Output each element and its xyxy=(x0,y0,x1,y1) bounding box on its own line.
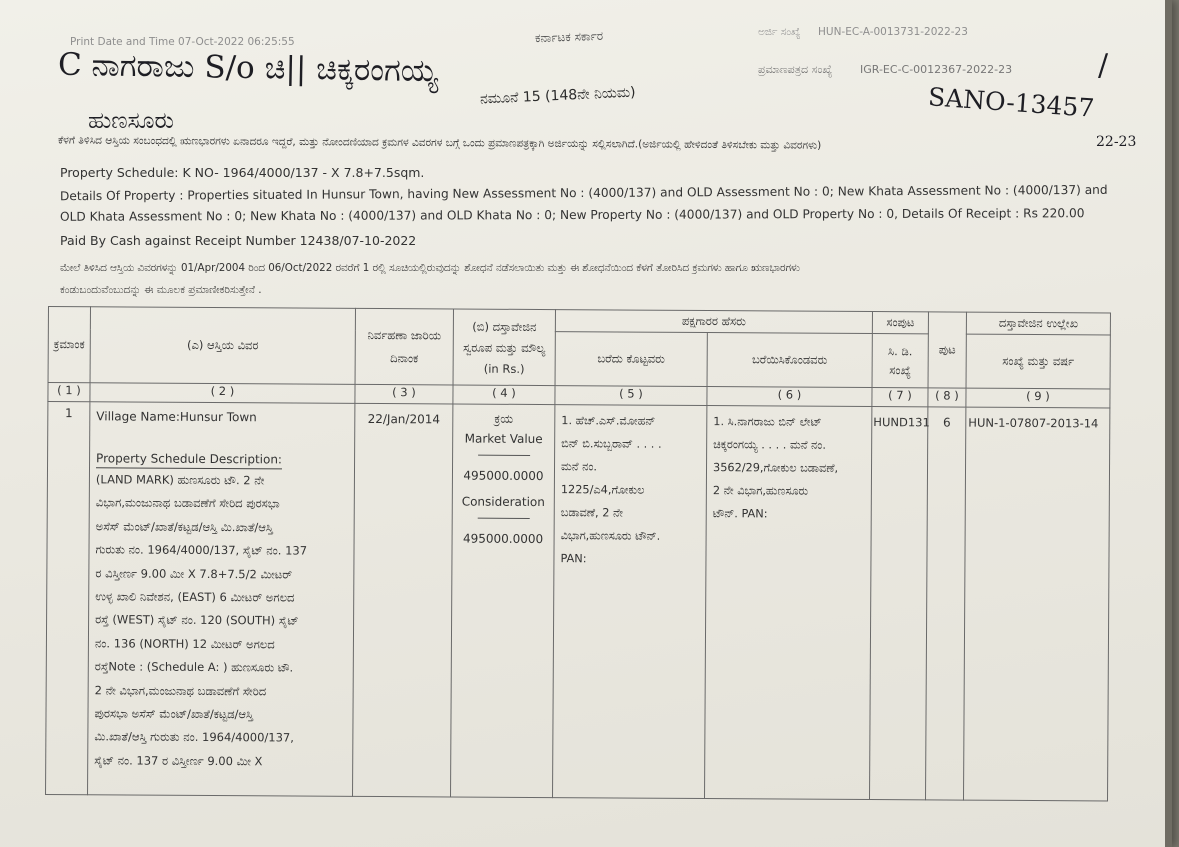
executant-line: ಮನೆ ನಂ. xyxy=(560,460,598,474)
consideration-value: 495000.0000 xyxy=(462,531,544,547)
form-name: ನಮೂನೆ 15 (148ನೇ ನಿಯಮ) xyxy=(479,84,636,108)
description-line: ವಿಭಾಗ,ಮಂಜುನಾಥ ಬಡಾವಣೆಗೆ ಸೇರಿದ ಪುರಸಭಾ xyxy=(95,495,280,511)
executant-line: 1. ಹೆಚ್.ಎಸ್.ಮೋಹನ್ xyxy=(561,414,656,428)
intro-paragraph: ಕೆಳಗೆ ತಿಳಿಸಿದ ಆಸ್ತಿಯ ಸಂಬಂಧದಲ್ಲಿ ಋಣಭಾರಗಳು ಏನಾದರೂ ಇದ್ದರೆ, ಮತ್ತು ನೋಂದಣಿಯಾದ ಕ್ರಮಗಳ ವಿವರಗಳ ಬಗ್ಗೆ ಒಂದು ಪ್ರಮಾಣಪತ್ರಕ್ಕಾಗಿ ಅರ್ಜಿಯನ್ನು ಸಲ್ಲಿಸಲಾಗಿದೆ.(ಅರ್ಜಿಯಲ್ಲಿ ಹೇಳಿದಂತೆ ತಿಳಿಸಬೇಕು ಮತ್ತು ವಿವರಗಳು) xyxy=(57,134,822,152)
row-claimant xyxy=(705,406,872,800)
ec-number: HUN-EC-A-0013731-2022-23 xyxy=(818,26,968,38)
row-property-description xyxy=(88,402,355,797)
row-executant xyxy=(553,405,707,799)
village-name: Village Name:Hunsur Town xyxy=(96,409,257,425)
consideration-label: Consideration xyxy=(461,494,545,510)
payment-details: Paid By Cash against Receipt Number 12438/07-10-2022 xyxy=(60,233,417,248)
column-number: ( 8 ) xyxy=(928,388,966,407)
handwritten-check-mark: / xyxy=(1098,48,1109,83)
description-line: ಸೈಟ್ ನಂ. 137 ರ ವಿಸ್ತೀರ್ಣ 9.00 ಮೀ X xyxy=(94,753,263,769)
executant-line: ವಿಭಾಗ,ಹುಣಸೂರು ಟೌನ್. xyxy=(560,529,661,543)
certificate-number: IGR-EC-C-0012367-2022-23 xyxy=(860,63,1013,76)
header-number-and-year: ಸಂಖ್ಯೆ ಮತ್ತು ವರ್ಷ xyxy=(966,334,1110,389)
handwritten-year: 22-23 xyxy=(1096,134,1137,150)
executant-line: ಬಿನ್ ಬಿ.ಸುಬ್ಬರಾವ್ . . . . xyxy=(561,437,662,451)
handwritten-sano-reference: SANO-13457 xyxy=(927,82,1096,123)
paper-edge-shadow xyxy=(1165,0,1172,847)
row-page: 6 xyxy=(926,407,966,800)
claimant-line: ಚಿಕ್ಕರಂಗಯ್ಯ . . . . ಮನೆ ನಂ. xyxy=(713,438,826,452)
description-line: ಪುರಸಭಾ ಅಸೆಸ್ ಮೆಂಟ್/ಖಾತೆ/ಕಟ್ಟಡ/ಆಸ್ತಿ xyxy=(94,706,254,722)
header-cd-number: ಸಿ. ಡಿ. ಸಂಖ್ಯೆ xyxy=(872,334,928,388)
executant-line: ಬಡಾವಣೆ, 2 ನೇ xyxy=(560,506,624,520)
property-details-line2: OLD Khata Assessment No : 0; New Khata No : (4000/137) and OLD Khata No : 0; New Property No : (4000/137) and OLD Property No : 0, Details Of Receipt : Rs 220.00 xyxy=(59,206,1085,224)
description-line: ಗುರುತು ನಂ. 1964/4000/137, ಸೈಟ್ ನಂ. 137 xyxy=(95,542,308,558)
column-number: ( 9 ) xyxy=(966,388,1110,408)
govt-emblem-text: ಕರ್ನಾಟಕ ಸರ್ಕಾರ xyxy=(534,28,604,46)
header-page: ಪುಟ xyxy=(928,312,966,388)
market-value-label: Market Value xyxy=(464,431,543,447)
description-line: ರಸ್ತೆNote : (Schedule A: ) ಹುಣಸೂರು ಟೌ. xyxy=(94,659,294,675)
description-line: ಮಿ.ಖಾತೆ/ಆಸ್ತಿ ಗುರುತು ನಂ. 1964/4000/137, xyxy=(94,729,294,745)
property-details-line1: Details Of Property : Properties situated In Hunsur Town, having New Assessment No : (4000/137) and OLD Assessment No : 0; New Khata Assessment No : (4000/137) and xyxy=(59,182,1108,204)
property-schedule: Property Schedule: K NO- 1964/4000/137 - X 7.8+7.5sqm. xyxy=(60,165,425,180)
row-document-reference: HUN-1-07807-2013-14 xyxy=(964,407,1110,801)
header-executant: ಬರೆದು ಕೊಟ್ಟವರು xyxy=(555,332,707,387)
column-number: ( 2 ) xyxy=(90,383,355,404)
header-property-description: (ಎ) ಆಸ್ತಿಯ ವಿವರ xyxy=(90,307,355,385)
description-line: ರ ವಿಸ್ತೀರ್ಣ 9.00 ಮೀ X 7.8+7.5/2 ಮೀಟರ್ xyxy=(95,565,293,582)
schedule-description xyxy=(94,468,348,774)
search-statement-line2: ಕಂಡುಬಂದುವೆಂಬುದನ್ನು ಈ ಮೂಲಕ ಪ್ರಮಾಣೀಕರಿಸುತ್ತೇನೆ . xyxy=(60,284,262,296)
header-parties: ಪಕ್ಷಗಾರರ ಹೆಸರು xyxy=(555,310,872,334)
row-execution-date: 22/Jan/2014 xyxy=(353,403,453,797)
column-number: ( 6 ) xyxy=(707,387,872,407)
document-type: ಕ್ರಯ xyxy=(494,411,514,426)
column-number: ( 3 ) xyxy=(355,384,453,404)
handwritten-town: ಹುಣಸೂರು xyxy=(88,108,174,134)
table-row xyxy=(46,402,1110,801)
row-cd-number: HUND131 xyxy=(870,407,928,800)
column-number: ( 7 ) xyxy=(872,388,928,407)
handwritten-applicant-name: C ನಾಗರಾಜು S/o ಚಿ|| ಚಿಕ್ಕರಂಗಯ್ಯ xyxy=(57,46,439,90)
ec-number-label: ಅರ್ಜಿ ಸಂಖ್ಯೆ xyxy=(758,26,801,38)
certificate-number-label: ಪ್ರಮಾಣಪತ್ರದ ಸಂಖ್ಯೆ xyxy=(758,63,833,76)
header-volume: ಸಂಪುಟ xyxy=(872,312,928,334)
column-number: ( 1 ) xyxy=(48,383,90,402)
description-line: (LAND MARK) ಹುಣಸೂರು ಟೌ. 2 ನೇ xyxy=(95,472,265,488)
description-line: ನಂ. 136 (NORTH) 12 ಮೀಟರ್ ಅಗಲದ xyxy=(94,636,275,652)
claimant-line: 3562/29,ಗೋಕುಲ ಬಡಾವಣೆ, xyxy=(712,461,839,475)
header-document-reference: ದಸ್ತಾವೇಜಿನ ಉಲ್ಲೇಖ xyxy=(966,312,1110,335)
claimant-line: 1. ಸಿ.ನಾಗರಾಜು ಬಿನ್ ಲೇಟ್ xyxy=(713,415,822,429)
market-value: 495000.0000 xyxy=(463,468,544,484)
row-serial: 1 xyxy=(46,402,90,795)
print-datetime: Print Date and Time 07-Oct-2022 06:25:55 xyxy=(70,36,295,48)
header-claimant: ಬರೆಯಿಸಿಕೊಂಡವರು xyxy=(707,333,872,388)
description-line: ಅಸೆಸ್ ಮೆಂಟ್/ಖಾತೆ/ಕಟ್ಟಡ/ಆಸ್ತಿ ಮಿ.ಖಾತೆ/ಆಸ್ತಿ xyxy=(95,519,274,535)
column-number: ( 4 ) xyxy=(453,385,555,405)
search-statement-line1: ಮೇಲೆ ತಿಳಿಸಿದ ಆಸ್ತಿಯ ವಿವರಗಳನ್ನು 01/Apr/2004 ರಿಂದ 06/Oct/2022 ರವರೆಗೆ 1 ರಲ್ಲಿ ಸೂಚಿಯಲ್ಲಿರುವುದನ್ನು ಶೋಧನೆ ನಡೆಸಲಾಯಿತು ಮತ್ತು ಈ ಶೋಧನೆಯಿಂದ ಕೆಳಗೆ ತೋರಿಸಿದ ಕ್ರಮಗಳು ಹಾಗೂ ಋಣಭಾರಗಳು xyxy=(60,262,800,274)
description-line: 2 ನೇ ವಿಭಾಗ,ಮಂಜುನಾಥ ಬಡಾವಣೆಗೆ ಸೇರಿದ xyxy=(94,682,267,698)
claimant-line: 2 ನೇ ವಿಭಾಗ,ಹುಣಸೂರು xyxy=(712,484,809,498)
executant-line: 1225/ಎ4,ಗೋಕುಲ xyxy=(560,483,645,497)
header-document-nature: (ಬಿ) ದಸ್ತಾವೇಜಿನ ಸ್ವರೂಪ ಮತ್ತು ಮೌಲ್ಯ (in Rs.) xyxy=(453,309,555,386)
description-line: ರಸ್ತೆ (WEST) ಸೈಟ್ ನಂ. 120 (SOUTH) ಸೈಟ್ xyxy=(95,612,299,628)
schedule-heading: Property Schedule Description: xyxy=(96,449,282,469)
row-document-nature xyxy=(451,404,555,798)
header-execution-date: ನಿರ್ವಹಣಾ ಜಾರಿಯ ದಿನಾಂಕ xyxy=(355,308,453,385)
encumbrance-table xyxy=(45,306,1111,801)
column-number: ( 5 ) xyxy=(555,386,707,406)
description-line: ಉಳ್ಳ ಖಾಲಿ ನಿವೇಶನ, (EAST) 6 ಮೀಟರ್ ಅಗಲದ xyxy=(95,589,295,605)
header-serial: ಕ್ರಮಾಂಕ xyxy=(48,307,90,383)
claimant-line: ಟೌನ್. PAN: xyxy=(712,507,768,521)
executant-line: PAN: xyxy=(560,552,587,566)
